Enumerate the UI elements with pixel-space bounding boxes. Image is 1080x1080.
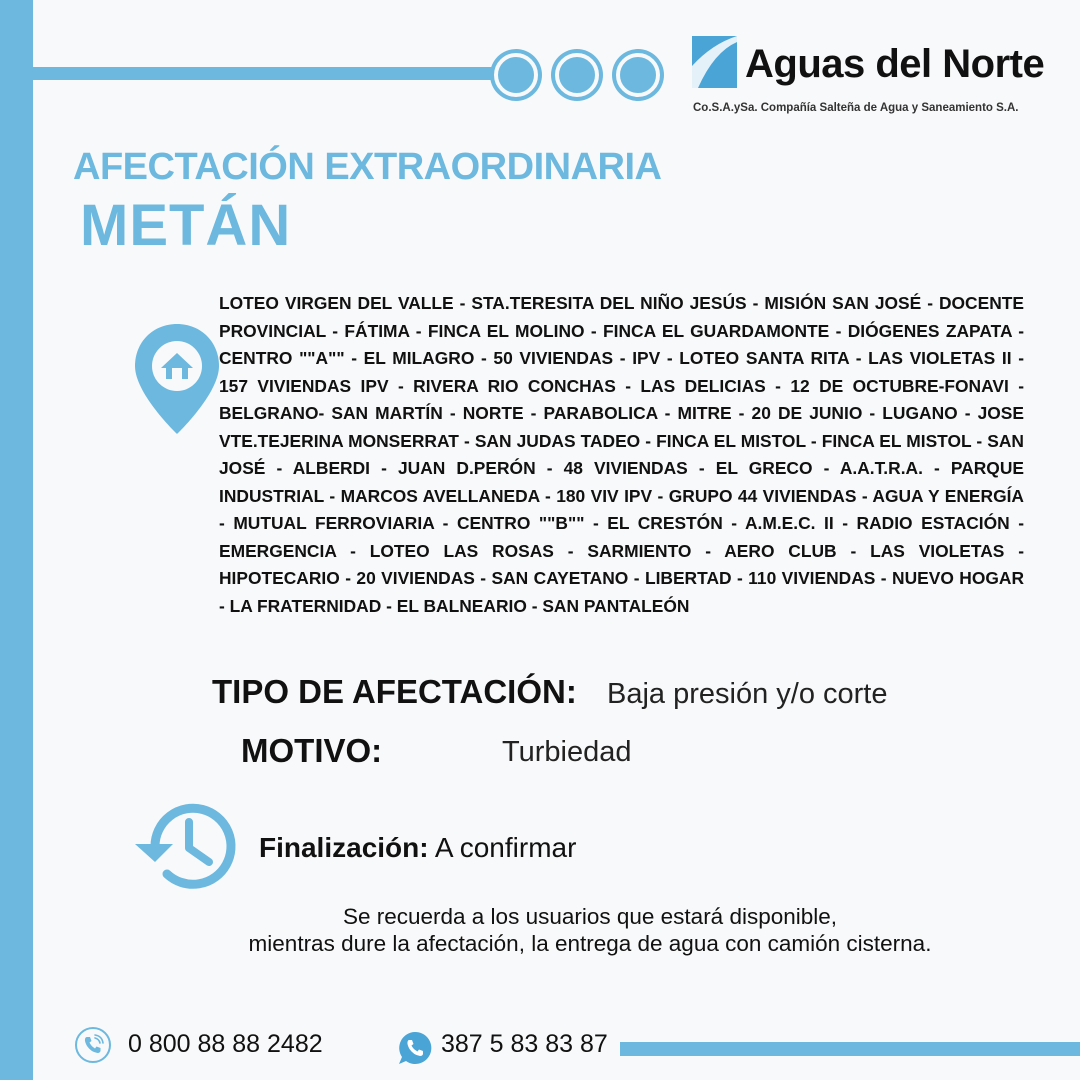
decor-circle-3 <box>616 53 660 97</box>
whatsapp-icon <box>397 1030 433 1066</box>
location-home-icon <box>133 322 221 436</box>
clock-history-icon <box>133 800 237 892</box>
finalizacion-value: A confirmar <box>434 832 577 863</box>
page-title: AFECTACIÓN EXTRAORDINARIA <box>73 146 662 188</box>
tipo-label: TIPO DE AFECTACIÓN: <box>212 673 577 710</box>
motivo-value: Turbiedad <box>502 736 632 768</box>
brand-logo <box>692 34 1072 124</box>
brand-subtitle: Co.S.A.ySa. Compañía Salteña de Agua y Saneamiento S.A. <box>693 102 1019 114</box>
top-accent-line <box>33 67 518 80</box>
phone-number[interactable]: 0 800 88 88 2482 <box>128 1030 323 1058</box>
tipo-value: Baja presión y/o corte <box>607 678 888 710</box>
whatsapp-number[interactable]: 387 5 83 83 87 <box>441 1030 608 1058</box>
decor-circle-1 <box>494 53 538 97</box>
bottom-accent-line <box>620 1042 1080 1056</box>
notice-line-2: mientras dure la afectación, la entrega de agua con camión cisterna. <box>248 931 932 956</box>
brand-name: Aguas del Norte <box>745 42 1045 86</box>
location-title: METÁN <box>80 193 292 258</box>
left-accent-bar <box>0 0 33 1080</box>
logo-mark-icon <box>692 36 737 88</box>
decor-circle-2 <box>555 53 599 97</box>
affected-areas-list: LOTEO VIRGEN DEL VALLE - STA.TERESITA DEL NIÑO JESÚS - MISIÓN SAN JOSÉ - DOCENTE PROVINCIAL - FÁTIMA - FINCA EL MOLINO - FINCA EL GUARDAMONTE - DIÓGENES ZAPATA - CENTRO ""A"" - EL MILAGRO - 50 VIVIENDAS - IPV - LOTEO SANTA RITA - LAS VIOLETAS II - 157 VIVIENDAS IPV - RIVERA RIO CONCHAS - LAS DELICIAS - 12 DE OCTUBRE-FONAVI - BELGRANO- SAN MARTÍN - NORTE - PARABOLICA - MITRE - 20 DE JUNIO - LUGANO - JOSE VTE.TEJERINA MONSERRAT - SAN JUDAS TADEO - FINCA EL MISTOL - FINCA EL MISTOL - SAN JOSÉ - ALBERDI - JUAN D.PERÓN - 48 VIVIENDAS - EL GRECO - A.A.T.R.A. - PARQUE INDUSTRIAL - MARCOS AVELLANEDA - 180 VIV IPV - GRUPO 44 VIVIENDAS - AGUA Y ENERGÍA - MUTUAL FERROVIARIA - CENTRO ""B"" - EL CRESTÓN - A.M.E.C. II - RADIO ESTACIÓN - EMERGENCIA - LOTEO LAS ROSAS - SARMIENTO - AERO CLUB - LAS VIOLETAS - HIPOTECARIO - 20 VIVIENDAS - SAN CAYETANO - LIBERTAD - 110 VIVIENDAS - NUEVO HOGAR - LA FRATERNIDAD - EL BALNEARIO - SAN PANTALEÓN <box>219 293 1024 616</box>
finalizacion-label: Finalización: <box>259 832 429 863</box>
phone-icon <box>74 1026 112 1064</box>
finalizacion-line <box>259 832 576 864</box>
notice-text <box>150 903 1030 957</box>
notice-line-1: Se recuerda a los usuarios que estará disponible, <box>342 904 838 929</box>
motivo-label: MOTIVO: <box>241 732 383 769</box>
